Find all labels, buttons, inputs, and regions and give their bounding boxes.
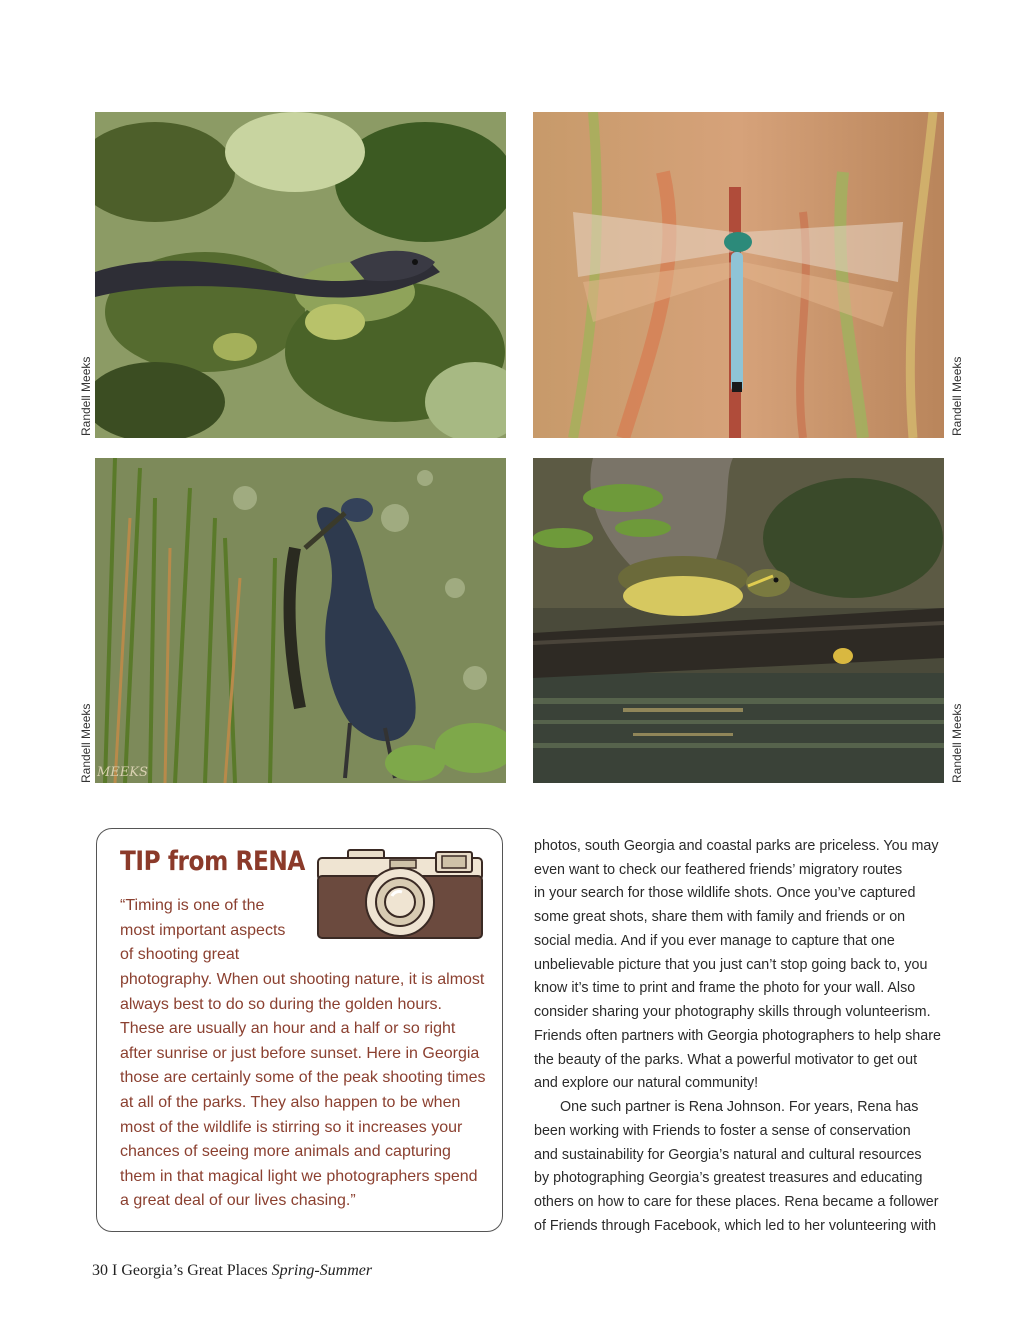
body-text-line: One such partner is Rena Johnson. For years, Rena has — [560, 1099, 919, 1115]
photo-credit-snake: Randell Meeks — [79, 356, 93, 436]
body-text-line: by photographing Georgia’s greatest treasures and educating — [534, 1170, 923, 1186]
body-text-line: photos, south Georgia and coastal parks are priceless. You may — [534, 838, 939, 854]
tip-text-line: These are usually an hour and a half or so right — [120, 1020, 456, 1037]
tip-title: TIP from RENA — [120, 846, 305, 877]
body-text-line: of Friends through Facebook, which led to her volunteering with — [534, 1218, 937, 1234]
body-text-line: others on how to care for these places. Rena became a follower — [534, 1194, 939, 1210]
publication-title: Georgia’s Great Places — [121, 1262, 268, 1279]
body-text-line: Friends often partners with Georgia photographers to help share — [534, 1028, 941, 1044]
heron-photo — [95, 458, 506, 783]
tip-text-line: a great deal of our lives chasing.” — [120, 1192, 356, 1209]
body-text-line: some great shots, share them with family and friends or on — [534, 909, 906, 925]
dragonfly-photo — [533, 112, 944, 438]
body-text-line: social media. And if you ever manage to capture that one — [534, 933, 895, 949]
page-number: 30 — [92, 1262, 108, 1279]
tip-text-line: always best to do so during the golden hours. — [120, 996, 442, 1013]
camera-icon — [316, 846, 484, 940]
body-text-line: the beauty of the parks. What a powerful motivator to get out — [534, 1052, 918, 1068]
body-text-line: and sustainability for Georgia’s natural and cultural resources — [534, 1147, 922, 1163]
body-text-line: and explore our natural community! — [534, 1075, 759, 1091]
photo-credit-dragonfly: Randell Meeks — [950, 356, 964, 436]
body-text-line: unbelievable picture that you just can’t stop going back to, you — [534, 957, 928, 973]
body-text-line: consider sharing your photography skills through volunteerism. — [534, 1004, 931, 1020]
turtle-photo — [533, 458, 944, 783]
tip-text-line: most of the wildlife is stirring so it increases your — [120, 1119, 463, 1136]
tip-text-line: most important aspects — [120, 922, 286, 939]
tip-text-line: “Timing is one of the — [120, 897, 265, 914]
footer-separator: I — [112, 1262, 118, 1279]
body-text-line: been working with Friends to foster a sense of conservation — [534, 1123, 911, 1139]
photo-credit-heron: Randell Meeks — [79, 703, 93, 783]
body-text-line: even want to check our feathered friends’ migratory routes — [534, 862, 903, 878]
page-footer — [92, 1262, 372, 1280]
body-text-line: know it’s time to print and frame the photo for your wall. Also — [534, 980, 916, 996]
body-text-line: in your search for those wildlife shots. Once you’ve captured — [534, 885, 916, 901]
tip-text-line: at all of the parks. They also happen to be when — [120, 1094, 461, 1111]
photographer-signature: MEEKS — [97, 765, 148, 780]
issue-name: Spring-Summer — [271, 1262, 373, 1279]
tip-text-line: chances of seeing more animals and capturing — [120, 1143, 451, 1160]
snake-photo — [95, 112, 506, 438]
tip-text-line: of shooting great — [120, 946, 240, 963]
tip-text-line: photography. When out shooting nature, it is almost — [120, 971, 485, 988]
photo-credit-turtle: Randell Meeks — [950, 703, 964, 783]
tip-text-line: them in that magical light we photographers spend — [120, 1168, 478, 1185]
tip-text-line: after sunrise or just before sunset. Here in Georgia — [120, 1045, 480, 1062]
tip-text-line: those are certainly some of the peak shooting times — [120, 1069, 486, 1086]
